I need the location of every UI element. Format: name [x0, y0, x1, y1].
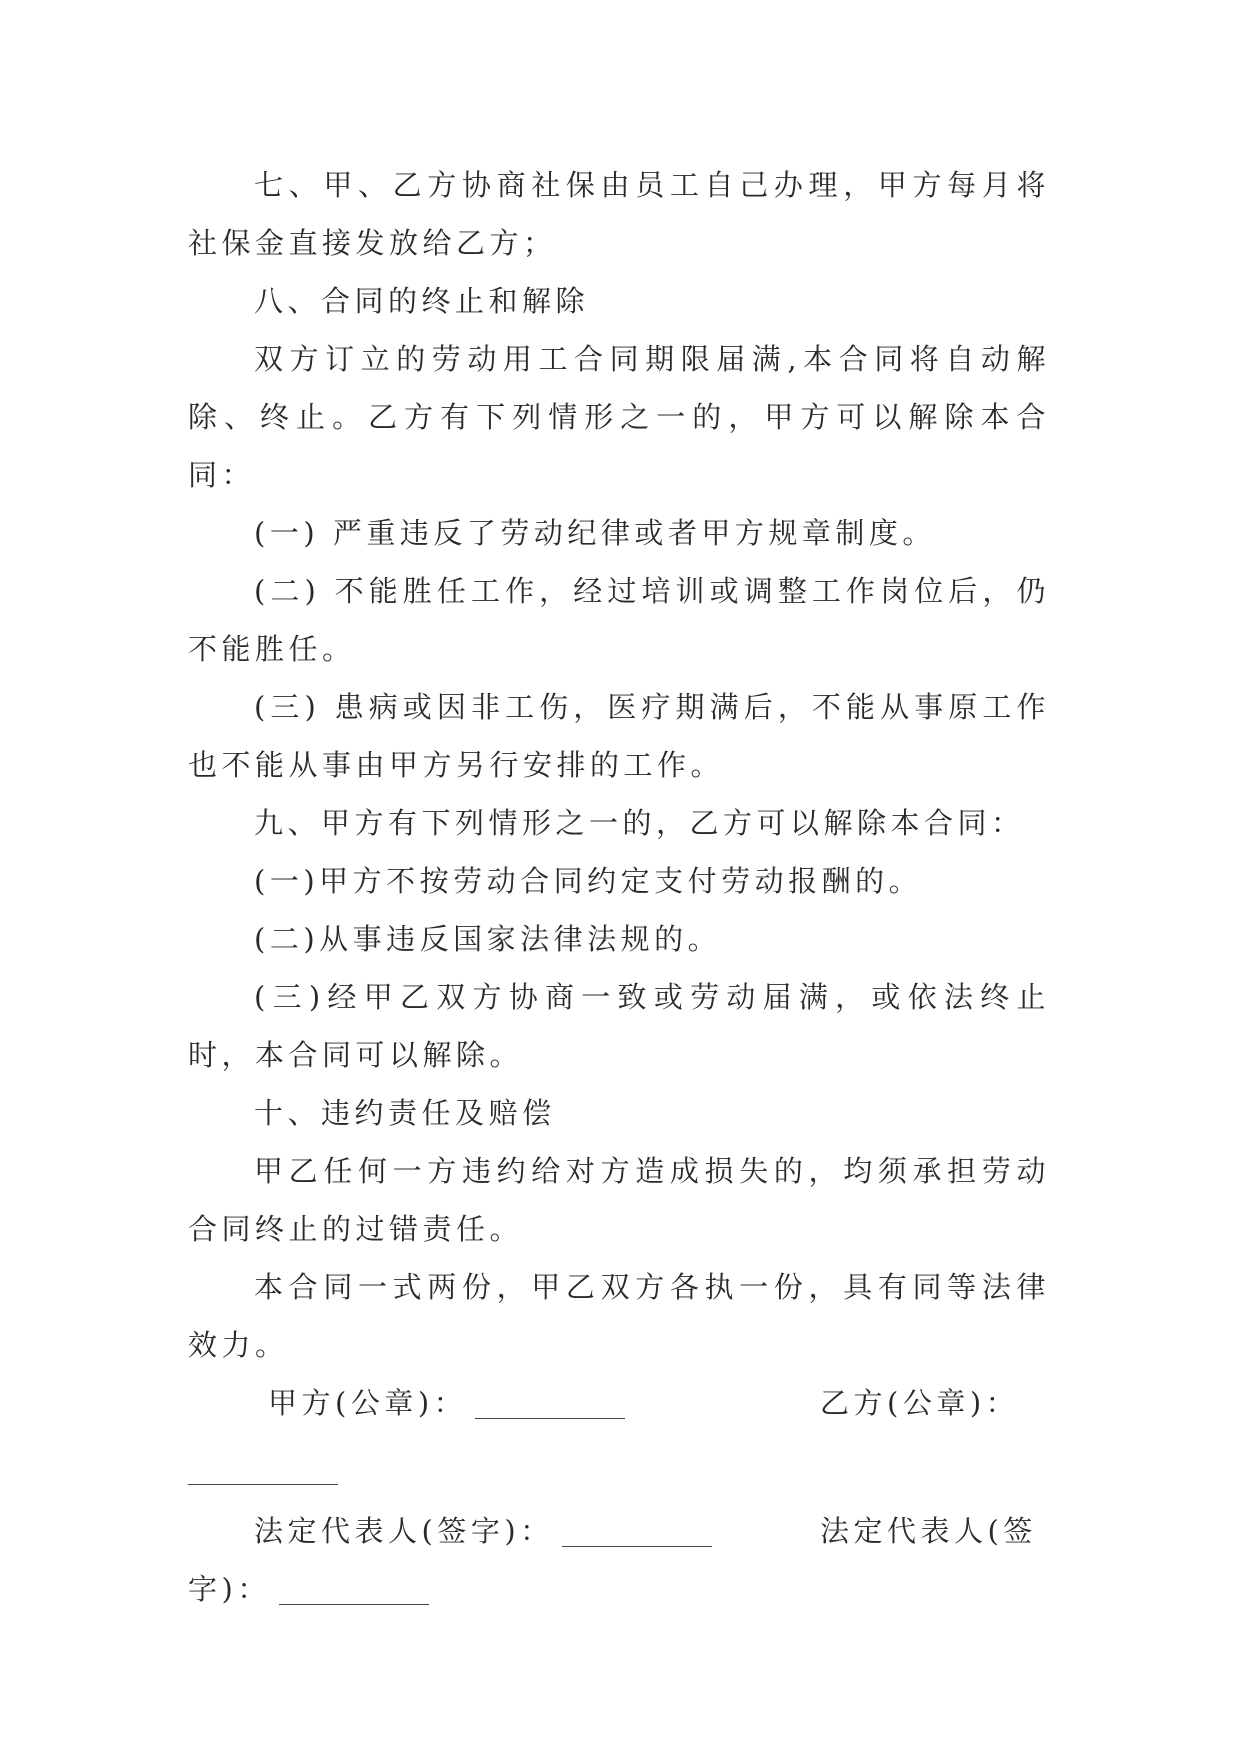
rep-b-label-part2: 字)： — [188, 1572, 271, 1606]
clause-8-item-1: (一) 严重违反了劳动纪律或者甲方规章制度。 — [254, 516, 936, 550]
clause-10-heading: 十、违约责任及赔偿 — [254, 1096, 556, 1130]
rep-a-label: 法定代表人(签字)： — [254, 1514, 554, 1548]
representative-row — [188, 1502, 1050, 1560]
clause-8-heading: 八、合同的终止和解除 — [254, 284, 590, 318]
party-b-seal-label: 乙方(公章)： — [820, 1386, 1020, 1420]
clause-9-item-2: (二)从事违反国家法律法规的。 — [254, 922, 722, 956]
party-b-seal-line-row — [188, 1432, 1050, 1490]
party-b-seal-line[interactable] — [188, 1456, 338, 1485]
rep-a-sign-line[interactable] — [562, 1518, 712, 1547]
rep-b-label-part1: 法定代表人(签 — [820, 1514, 1037, 1548]
clause-8-item-3: (三) 患病或因非工伤，医疗期满后，不能从事原工作也不能从事由甲方另行安排的工作。 — [188, 690, 1050, 782]
clause-9-item-3: (三)经甲乙双方协商一致或劳动届满，或依法终止时，本合同可以解除。 — [188, 980, 1050, 1072]
party-a-seal-label: 甲方(公章)： — [268, 1386, 468, 1420]
clause-8-text: 双方订立的劳动用工合同期限届满,本合同将自动解除、终止。乙方有下列情形之一的，甲方可以解除本合同： — [188, 342, 1050, 492]
rep-b-sign-line[interactable] — [279, 1576, 429, 1605]
clause-9-item-1: (一)甲方不按劳动合同约定支付劳动报酬的。 — [254, 864, 923, 898]
clause-7: 七、甲、乙方协商社保由员工自己办理，甲方每月将社保金直接发放给乙方； — [188, 168, 1050, 260]
contract-body — [188, 156, 1050, 1618]
party-a-seal-line[interactable] — [475, 1390, 625, 1419]
clause-8-item-2: (二) 不能胜任工作，经过培训或调整工作岗位后，仍不能胜任。 — [188, 574, 1050, 666]
representative-row-cont — [188, 1560, 1050, 1618]
seal-row — [188, 1374, 1050, 1432]
copies-statement: 本合同一式两份，甲乙双方各执一份，具有同等法律效力。 — [188, 1270, 1050, 1362]
clause-9-heading: 九、甲方有下列情形之一的，乙方可以解除本合同： — [254, 806, 1025, 840]
clause-10-text: 甲乙任何一方违约给对方造成损失的，均须承担劳动合同终止的过错责任。 — [188, 1154, 1050, 1246]
